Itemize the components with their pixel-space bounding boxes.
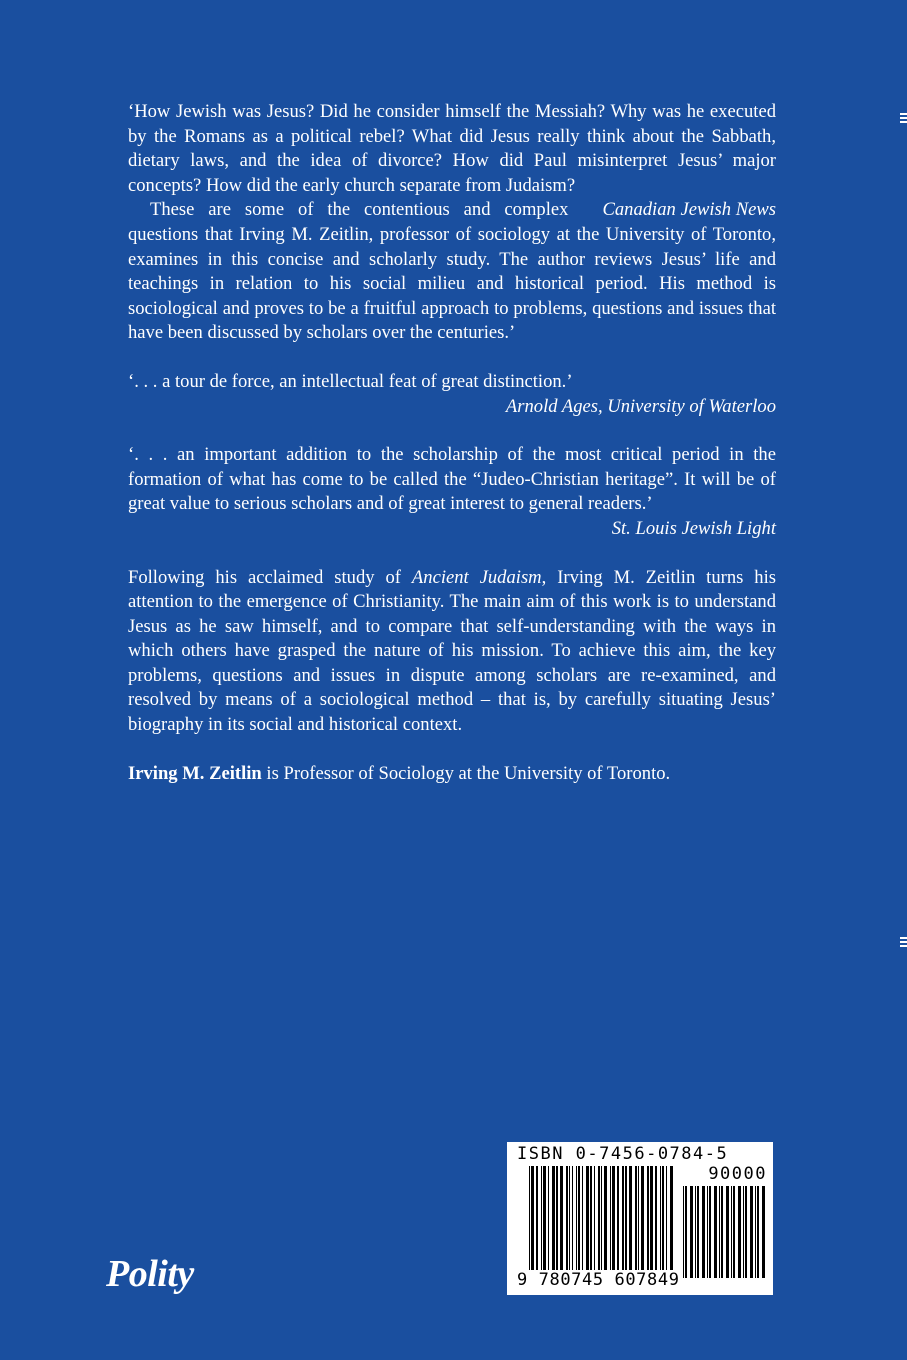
barcode-bar (635, 1166, 637, 1272)
addon-bar (757, 1186, 759, 1278)
addon-bar (726, 1186, 729, 1278)
addon-bar (709, 1186, 711, 1278)
intro-continuation (128, 198, 776, 346)
author-bio (128, 762, 776, 787)
addon-bar (762, 1186, 765, 1278)
barcode-bar (660, 1166, 661, 1272)
barcode-bar (629, 1166, 632, 1272)
barcode-bar (638, 1166, 639, 1272)
description-lead: Following his acclaimed study of (128, 566, 412, 588)
barcode-bar (541, 1166, 542, 1272)
description-title: Ancient Judaism (411, 566, 542, 588)
publisher-logo: Polity (106, 1253, 194, 1295)
barcode-bar (572, 1166, 573, 1272)
spacer (128, 542, 776, 566)
barcode-bar (576, 1166, 577, 1272)
barcode-bar (556, 1166, 558, 1272)
description-body: , Irving M. Zeitlin turns his attention to the emergence of Christianity. The main aim of this work is to understand Jesus as he saw himself, and to compare that self-understanding with the ways in which others have grasped the nature of his mission. To achieve this aim, the key problems, questions and issues in dispute among scholars are re-examined, and resolved by means of a sociological method – that is, by carefully situating Jesus’ biography in its social and historical context. (128, 566, 776, 736)
barcode-bar (647, 1166, 649, 1272)
barcode-bar (622, 1166, 624, 1272)
spacer (128, 419, 776, 443)
barcode-bar (604, 1166, 607, 1272)
price-code: 90000 (708, 1164, 767, 1184)
addon-bar (750, 1186, 753, 1278)
addon-bar (738, 1186, 741, 1278)
barcode-bar (531, 1166, 534, 1278)
barcode-bar (625, 1166, 627, 1272)
crop-mark-middle (900, 937, 907, 949)
barcode-bar (552, 1166, 555, 1272)
barcode-bar (617, 1166, 619, 1278)
barcode-bar (641, 1166, 644, 1272)
addon-bar (702, 1186, 705, 1278)
addon-bar (743, 1186, 744, 1278)
isbn-barcode (507, 1142, 773, 1295)
ean-digits: 9 780745 607849 (517, 1270, 680, 1290)
book-description (128, 566, 776, 738)
barcode-bar (586, 1166, 589, 1272)
addon-bar (695, 1186, 696, 1278)
addon-bar (721, 1186, 723, 1278)
addon-bar (745, 1186, 747, 1278)
addon-bar (755, 1186, 756, 1278)
spacer (128, 738, 776, 762)
crop-mark-top (900, 113, 907, 125)
spacer (128, 346, 776, 370)
review-source-1: Arnold Ages, University of Waterloo (505, 395, 776, 417)
addon-bar (683, 1186, 684, 1278)
barcode-bar (569, 1166, 570, 1272)
barcode-bar (662, 1166, 664, 1272)
intro-questions: ‘How Jewish was Jesus? Did he consider himself the Messiah? Why was he executed by the Romans as a political rebel? What did Jesus really think about the Sabbath, dietary laws, and the idea of divorce? How did Paul misinterpret Jesus’ major concepts? How did the early church separate from Judaism? (128, 101, 776, 196)
barcode-bar (598, 1166, 600, 1272)
addon-bar (714, 1186, 717, 1278)
addon-bar (707, 1186, 708, 1278)
barcode-bar (543, 1166, 546, 1272)
barcode-bar (578, 1166, 580, 1272)
addon-bar (685, 1186, 687, 1278)
isbn-label: ISBN 0-7456-0784-5 (517, 1144, 729, 1164)
barcode-bar (655, 1166, 657, 1272)
barcode-bar (560, 1166, 563, 1272)
barcode-bar (566, 1166, 568, 1272)
barcode-bar (548, 1166, 549, 1272)
barcode-bar (670, 1166, 673, 1272)
review-quote-2: ‘. . . an important addition to the scholarship of the most critical period in the formation of what has come to be called the “Judeo-Christian heritage”. It will be of great value to serious scholars and of great interest to general readers.’ (128, 444, 776, 515)
intro-continuation-text: These are some of the contentious and complex questions that Irving M. Zeitlin, professor of sociology at the University of Toronto, examines in this concise and scholarly study. The author reviews Jesus’ life and teachings in relation to his social milieu and historical period. His method is sociological and proves to be a fruitful approach to problems, questions and issues that have been discussed by scholars over the centuries.’ (128, 199, 776, 344)
barcode-bar (594, 1166, 595, 1272)
addon-bar (697, 1186, 699, 1278)
back-cover-text (128, 100, 776, 786)
barcode-bar (610, 1166, 611, 1272)
addon-bar (719, 1186, 720, 1278)
barcode-bar (529, 1166, 530, 1278)
intro-source: Canadian Jewish News (602, 199, 776, 221)
barcode-bar (666, 1166, 667, 1272)
barcode-bar (601, 1166, 602, 1272)
review-source-2: St. Louis Jewish Light (611, 517, 776, 539)
addon-bar (733, 1186, 735, 1278)
barcode-bar (536, 1166, 538, 1272)
barcode-bar (650, 1166, 653, 1272)
barcode-bar (582, 1166, 583, 1272)
barcode-bar (590, 1166, 592, 1272)
review-quote-1: ‘. . . a tour de force, an intellectual feat of great distinction.’ (128, 370, 573, 392)
author-name: Irving M. Zeitlin (128, 762, 262, 784)
author-bio-text: is Professor of Sociology at the University of Toronto. (261, 762, 671, 784)
barcode-bar (612, 1166, 615, 1278)
addon-bar (690, 1186, 693, 1278)
addon-bar (731, 1186, 732, 1278)
